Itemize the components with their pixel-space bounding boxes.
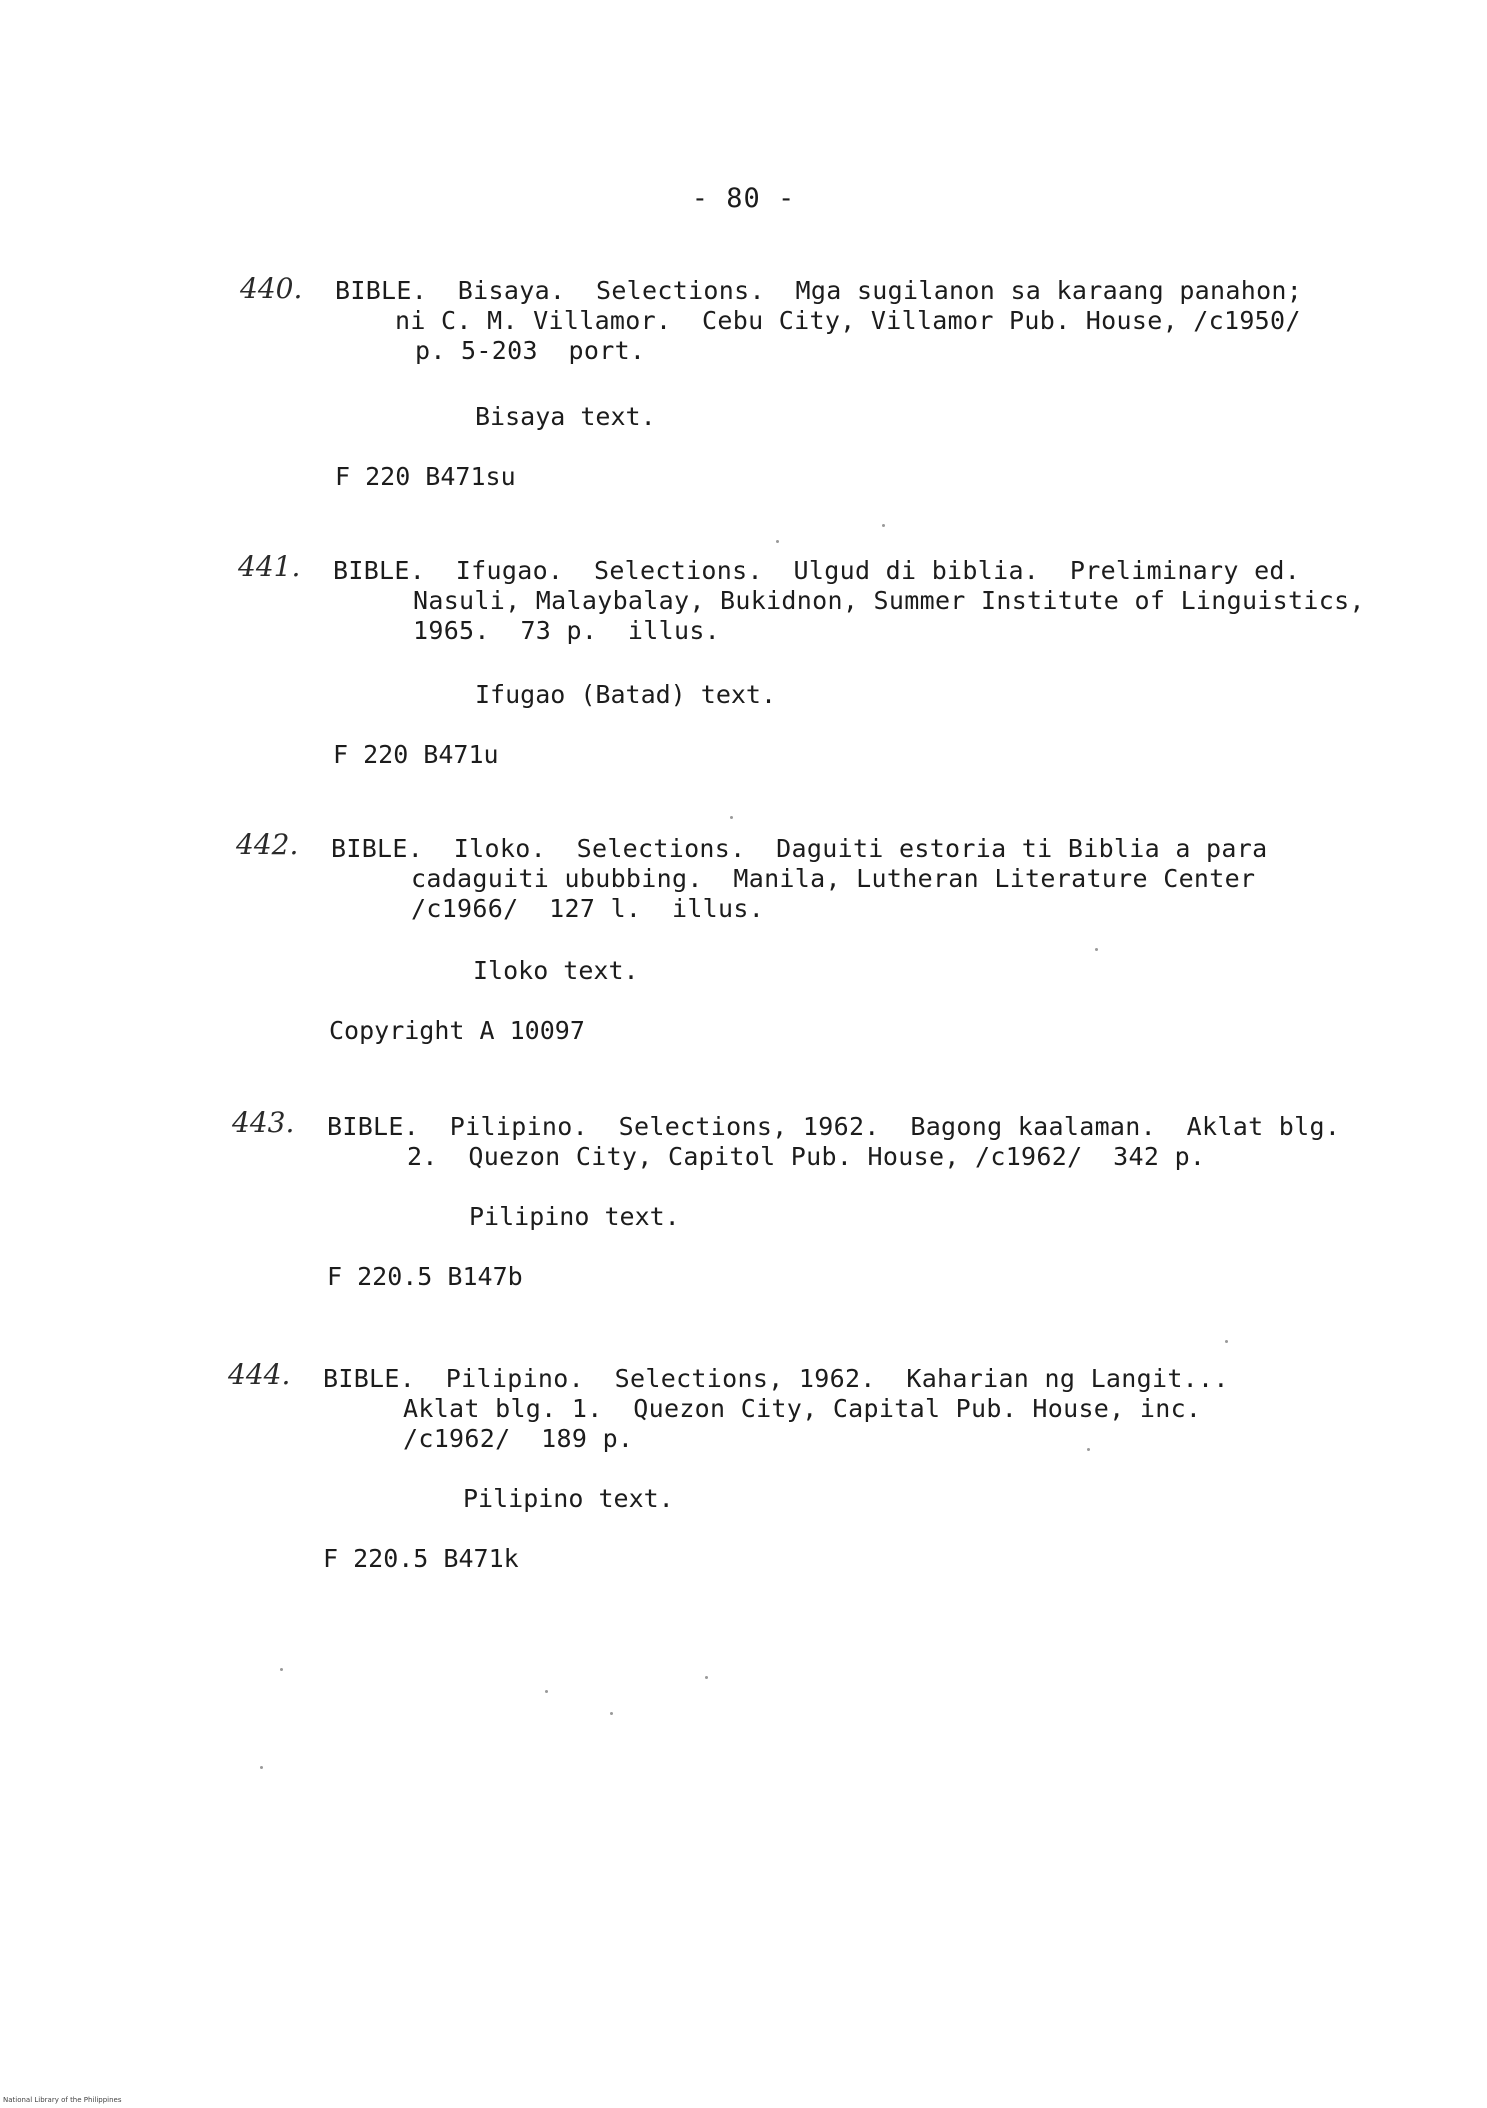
entry-call-number: F 220.5 B147b	[327, 1262, 523, 1291]
scan-speck	[610, 1712, 613, 1715]
scan-speck	[1087, 1448, 1090, 1451]
entry-citation-line: p. 5-203 port.	[415, 336, 646, 365]
entry-citation-line: Aklat blg. 1. Quezon City, Capital Pub. House, inc.	[403, 1394, 1202, 1423]
entry-citation-line: BIBLE. Pilipino. Selections, 1962. Bagong kaalaman. Aklat blg.	[327, 1112, 1341, 1141]
entry-citation-line: 1965. 73 p. illus.	[413, 616, 721, 645]
entry-citation-line: BIBLE. Bisaya. Selections. Mga sugilanon sa karaang panahon;	[335, 276, 1303, 305]
entry-citation-line: ni C. M. Villamor. Cebu City, Villamor Pub. House, /c1950/	[395, 306, 1301, 335]
entry-copyright-line: Copyright A 10097	[329, 1016, 585, 1045]
entry-language-note: Bisaya text.	[475, 402, 656, 431]
entry-language-note: Pilipino text.	[463, 1484, 674, 1513]
entry-call-number: F 220 B471su	[335, 462, 516, 491]
scan-speck	[882, 524, 885, 527]
entry-language-note: Ifugao (Batad) text.	[475, 680, 777, 709]
entry-call-number: F 220.5 B471k	[323, 1544, 519, 1573]
entry-citation-line: BIBLE. Iloko. Selections. Daguiti estoria ti Biblia a para	[331, 834, 1268, 863]
scan-speck	[730, 816, 733, 819]
entry-number: 441.	[238, 550, 301, 583]
entry-number: 440.	[240, 272, 303, 305]
entry-number: 442.	[236, 828, 299, 861]
scan-speck	[1095, 948, 1098, 951]
entry-number: 443.	[232, 1106, 295, 1139]
entry-language-note: Pilipino text.	[469, 1202, 680, 1231]
scan-speck	[260, 1766, 263, 1769]
entry-citation-line: /c1966/ 127 l. illus.	[411, 894, 765, 923]
entry-citation-line: /c1962/ 189 p.	[403, 1424, 634, 1453]
scan-speck	[1225, 1340, 1228, 1343]
scan-speck	[776, 540, 779, 543]
scan-speck	[705, 1676, 708, 1679]
entry-citation-line: 2. Quezon City, Capitol Pub. House, /c1962/ 342 p.	[407, 1142, 1206, 1171]
scan-footer: National Library of the Philippines	[3, 2096, 122, 2104]
entry-citation-line: cadaguiti ububbing. Manila, Lutheran Literature Center	[411, 864, 1256, 893]
scan-speck	[280, 1668, 283, 1671]
entry-citation-line: BIBLE. Pilipino. Selections, 1962. Kaharian ng Langit...	[323, 1364, 1229, 1393]
entry-number: 444.	[228, 1358, 291, 1391]
entry-language-note: Iloko text.	[473, 956, 639, 985]
page-number: - 80 -	[691, 183, 796, 214]
entry-citation-line: BIBLE. Ifugao. Selections. Ulgud di biblia. Preliminary ed.	[333, 556, 1301, 585]
entry-citation-line: Nasuli, Malaybalay, Bukidnon, Summer Institute of Linguistics,	[413, 586, 1365, 615]
entry-call-number: F 220 B471u	[333, 740, 499, 769]
scan-speck	[545, 1690, 548, 1693]
